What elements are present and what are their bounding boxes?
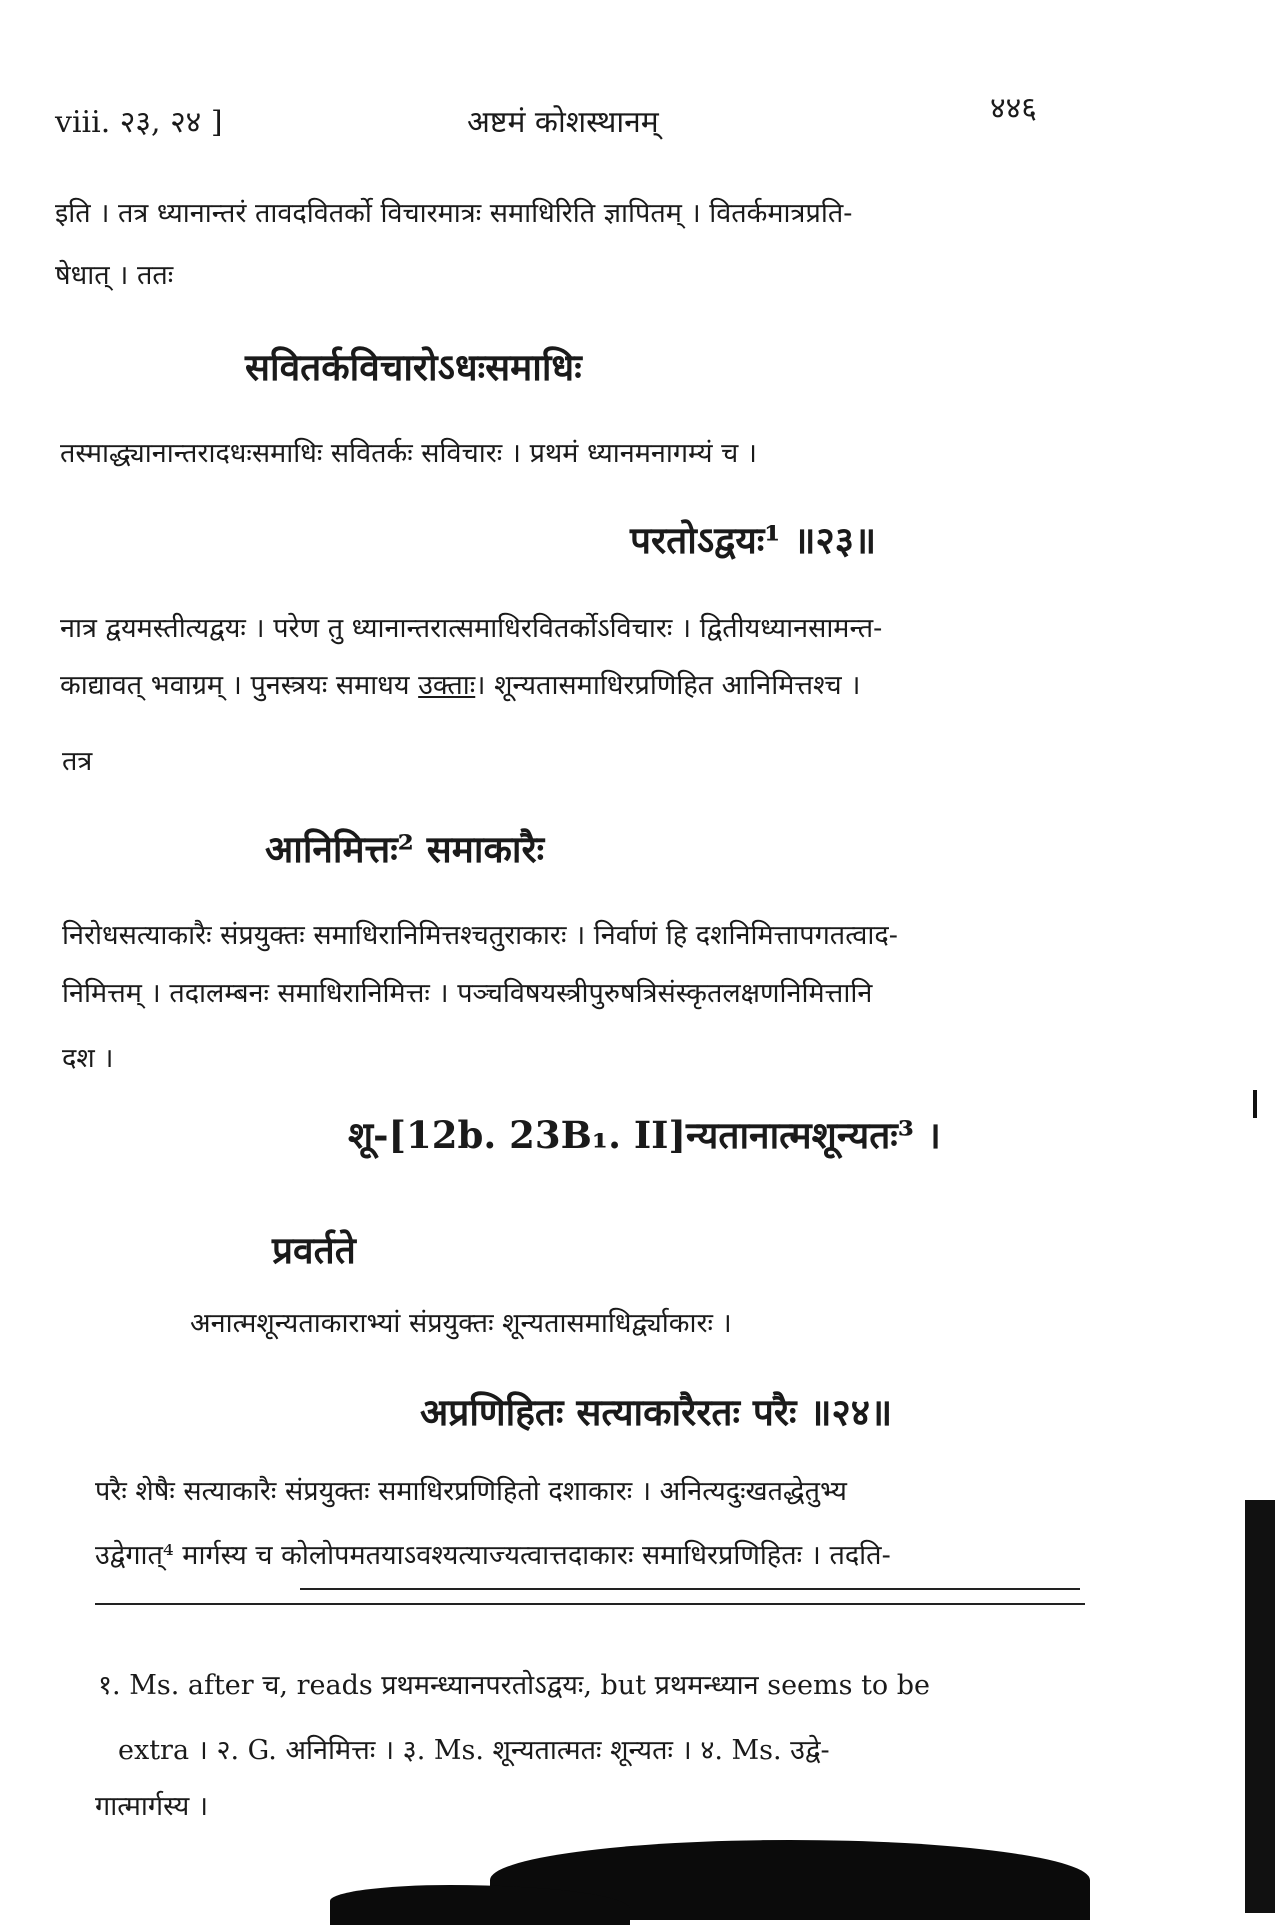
text-line-7: निरोधसत्याकारैः संप्रयुक्तः समाधिरानिमित्तश्चतुराकारः । निर्वाणं हि दशनिमित्तापगतत्वाद- (62, 920, 898, 951)
footnote-line-3: गात्मार्गस्य । (95, 1791, 209, 1822)
text-line-5-start: काद्यावत् भवाग्रम् । पुनस्त्रयः समाधय (60, 670, 419, 701)
text-line-11: परैः शेषैः सत्याकारैः संप्रयुक्तः समाधिरप्रणिहितो दशाकारः । अनित्यदुःखतद्धेतुभ्य (95, 1476, 847, 1507)
text-line-5-end: । शून्यतासमाधिरप्रणिहित आनिमित्तश्च । (475, 670, 861, 701)
footnote-line-2: extra । २. G. अनिमित्तः । ३. Ms. शून्यतात्मतः शून्यतः । ४. Ms. उद्वे- (118, 1735, 830, 1766)
footnote-rule (95, 1603, 1085, 1605)
text-line-1: इति । तत्र ध्यानान्तरं तावदवितर्को विचारमात्रः समाधिरिति ज्ञापितम् । वितर्कमात्रप्रति- (55, 198, 853, 229)
text-line-2: षेधात् । ततः (55, 260, 174, 291)
text-line-10: अनात्मशून्यताकाराभ्यां संप्रयुक्तः शून्यतासमाधिर्द्व्याकारः । (190, 1308, 732, 1339)
footnote-rule-upper (300, 1588, 1080, 1590)
text-line-12: उद्वेगात्⁴ मार्गस्य च कोलोपमतयाऽवश्यत्याज्यत्वात्तदाकारः समाधिरप्रणिहितः । तदति- (95, 1540, 891, 1571)
page-edge-shadow (1245, 1500, 1275, 1913)
running-head-title: अष्टमं कोशस्थानम् (467, 105, 659, 140)
text-line-5 (60, 672, 860, 699)
verse-line-1: सवितर्कविचारोऽधःसमाधिः (245, 345, 582, 389)
verse-line-3: आनिमित्तः² समाकारैः (265, 827, 545, 871)
underlined-word: उक्ताः (418, 670, 476, 701)
text-line-4: नात्र द्वयमस्तीत्यद्वयः । परेण तु ध्यानान्तरात्समाधिरवितर्कोऽविचारः । द्वितीयध्यानसामन्त- (60, 613, 883, 644)
text-line-6: तत्र (62, 746, 93, 777)
footnote-line-1: १. Ms. after च, reads प्रथमन्ध्यानपरतोऽद्वयः, but प्रथमन्ध्यान seems to be (98, 1670, 931, 1701)
text-line-9: दश । (62, 1043, 114, 1074)
verse-line-6: अप्रणिहितः सत्याकारैरतः परैः ॥२४॥ (420, 1390, 893, 1434)
margin-mark (1253, 1090, 1257, 1118)
verse-line-4: शू-[12b. 23B₁. II]न्यतानात्मशून्यतः³ । (348, 1113, 941, 1157)
verse-line-5: प्रवर्तते (272, 1228, 356, 1272)
text-line-8: निमित्तम् । तदालम्बनः समाधिरानिमित्तः । पञ्चविषयस्त्रीपुरुषत्रिसंस्कृतलक्षणनिमित्तानि (62, 978, 873, 1009)
text-line-3: तस्माद्ध्यानान्तरादधःसमाधिः सवितर्कः सविचारः । प्रथमं ध्यानमनागम्यं च । (60, 438, 758, 469)
page-number: ४४६ (990, 91, 1037, 126)
verse-line-2: परतोऽद्वयः¹ ॥२३॥ (630, 518, 877, 562)
running-head-left: viii. २३, २४ ] (55, 105, 223, 140)
